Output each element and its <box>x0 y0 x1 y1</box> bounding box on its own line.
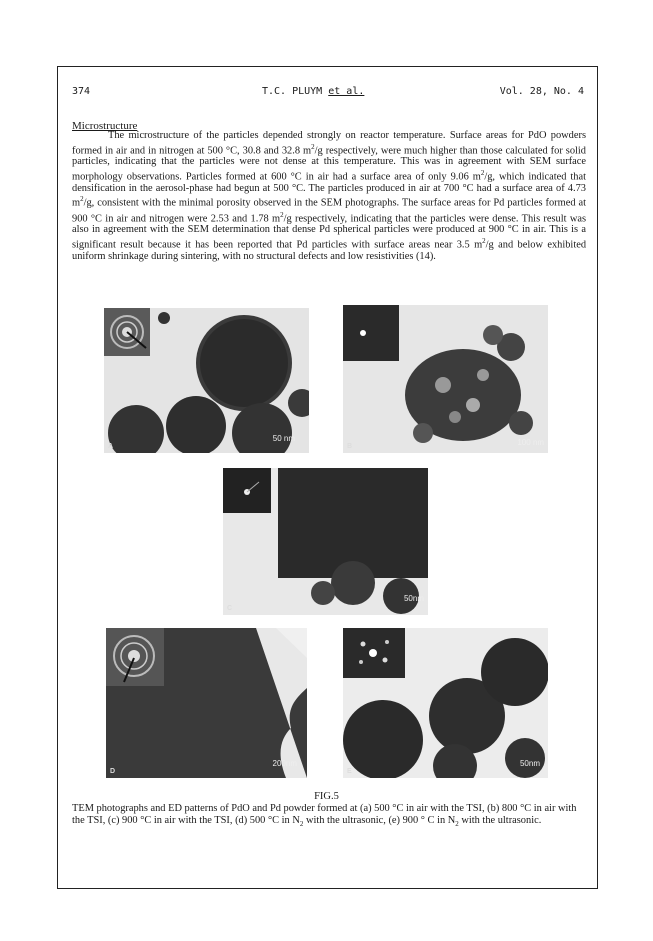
tem-image-c <box>223 468 428 615</box>
text-run: with the ultrasonic, (e) 900 ° C in N <box>303 814 456 826</box>
scale-label-b: 100 nm <box>517 438 544 447</box>
superscript: 2 <box>311 142 315 151</box>
text-run: /g, which indicated that densification in the aerosol-phase had begun at 500 °C. The particles produced in air at 700 °C had a surface area of 4.73 m <box>72 171 586 209</box>
tem-image-e <box>343 628 548 778</box>
superscript: 2 <box>482 237 486 246</box>
scale-label-e: 50nm <box>519 759 540 768</box>
text-run: /g respectively, indicating that the particles were dense. This result was also in agreement with the SEM determination that dense Pd spherical particles were produced at 900 °C in air. This is a significant result because it has been reported that Pd particles with surface areas near 3.5 m <box>72 213 586 251</box>
et-al: et al. <box>328 86 365 97</box>
text-run: with the ultrasonic. <box>458 814 542 826</box>
superscript: 2 <box>280 210 284 219</box>
panel-label-e: E <box>347 768 352 775</box>
superscript: 2 <box>80 195 84 204</box>
subscript: 2 <box>455 819 459 828</box>
text-run: /g respectively, were much higher than those calculated for solid particles, indicating that the particles were not dense at this temperature. This was in agreement with SEM surface morphology observations. Particles formed at 600 °C in air had a surface area of only 9.06 m <box>72 145 587 183</box>
tem-panel-c <box>223 468 428 615</box>
tem-image-b <box>343 305 548 453</box>
text-run: /g, consistent with the minimal porosity observed in the SEM photographs. The surface areas for Pd particles formed at 900 °C in air and nitrogen were 2.53 and 1.78 m <box>72 197 586 225</box>
running-head <box>72 86 584 102</box>
text-run: TEM photographs and ED patterns of PdO and Pd powder formed at (a) 500 °C in air with the TSI, (b) 800 °C in air with the TSI, (c) 900 °C in air with the TSI, (d) 500 °C in N <box>72 803 577 826</box>
volume-issue: Vol. 28, No. 4 <box>499 86 584 97</box>
scale-label-c: 50nm <box>403 594 424 603</box>
figure-caption <box>72 803 586 830</box>
tem-panel-d <box>106 628 307 778</box>
panel-label-c: C <box>227 605 233 612</box>
tem-panel-e <box>343 628 548 778</box>
superscript: 2 <box>480 169 485 178</box>
running-authors <box>262 86 364 97</box>
tem-image-d <box>106 628 307 778</box>
scale-label-a: 50 nm <box>272 434 295 443</box>
panel-label-a: A <box>108 443 114 450</box>
tem-panel-a <box>104 308 309 453</box>
subscript: 2 <box>299 819 304 828</box>
author-name: T.C. PLUYM <box>262 86 323 97</box>
tem-image-a <box>104 308 309 453</box>
body-paragraph <box>72 131 586 262</box>
text-run: /g and below exhibited uniform shrinkage during sintering, with no structural defects and low resistivities (14). <box>72 239 587 262</box>
section-heading: Microstructure <box>72 120 138 132</box>
text-run: The microstructure of the particles depended strongly on reactor temperature. Surface areas for PdO powders formed in air and in nitrogen at 500 °C, 30.8 and 32.8 m <box>72 130 586 157</box>
tem-panel-b <box>343 305 548 453</box>
figure-number: FIG.5 <box>314 791 339 802</box>
panel-label-b: B <box>347 443 353 450</box>
panel-label-d: D <box>110 768 116 775</box>
page-number: 374 <box>72 86 91 97</box>
scale-label-d: 200nm <box>272 759 297 768</box>
